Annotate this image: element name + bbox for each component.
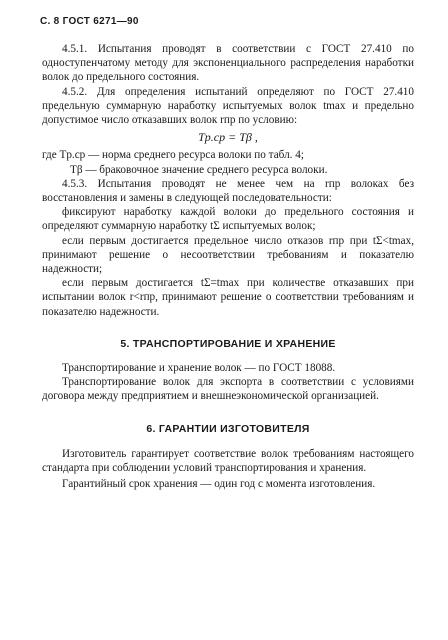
paragraph-4-5-1: 4.5.1. Испытания проводят в соответствии с ГОСТ 27.410 по одноступенчатому методу для экспоненциального распределения наработки волок до предельного состояния. xyxy=(42,43,414,84)
formula-explanation-2: Tβ — браковочное значение среднего ресурса волоки. xyxy=(70,163,328,176)
paragraph-6-1: Изготовитель гарантирует соответствие волок требованиям настоящего стандарта при соблюдении условий транспортирования и хранения. xyxy=(42,447,414,475)
paragraph-6-2: Гарантийный срок хранения — один год с момента изготовления. xyxy=(62,478,376,491)
paragraph-sequence-1: фиксируют наработку каждой волоки до предельного состояния и определяют суммарную наработку tΣ испытуемых волок; xyxy=(42,206,414,233)
paragraph-4-5-2: 4.5.2. Для определения испытаний определяют по ГОСТ 27.410 предельную суммарную наработку испытуемых волок tmax и предельно допустимое число отказавших волок rпр по условию: xyxy=(42,85,414,127)
paragraph-4-5-3: 4.5.3. Испытания проводят не менее чем на rпр волоках без восстановления и замены в следующей последовательности: xyxy=(42,177,414,205)
formula: Tр.ср = Tβ , xyxy=(198,130,258,145)
section-heading-6: 6. ГАРАНТИИ ИЗГОТОВИТЕЛЯ xyxy=(146,422,310,435)
section-heading-5: 5. ТРАНСПОРТИРОВАНИЕ И ХРАНЕНИЕ xyxy=(120,337,336,350)
document-body xyxy=(42,42,414,491)
paragraph-5-2: Транспортирование волок для экспорта в соответствии с условиями договора между предприятием и внешнеэкономической организацией. xyxy=(42,376,414,403)
page-header: С. 8 ГОСТ 6271—90 xyxy=(40,16,139,27)
paragraph-sequence-2: если первым достигается предельное число отказов rпр при tΣ<tmax, принимают решение о несоответствии требованиям и показателю надежности; xyxy=(42,234,414,276)
formula-explanation-1: где Tр.ср — норма среднего ресурса волоки по табл. 4; xyxy=(42,149,304,162)
paragraph-sequence-3: если первым достигается tΣ=tmax при количестве отказавших при испытании волок r<rпр, принимают решение о соответствии требованиям и показателю надежности. xyxy=(42,277,414,318)
paragraph-5-1: Транспортирование и хранение волок — по ГОСТ 18088. xyxy=(62,362,336,375)
